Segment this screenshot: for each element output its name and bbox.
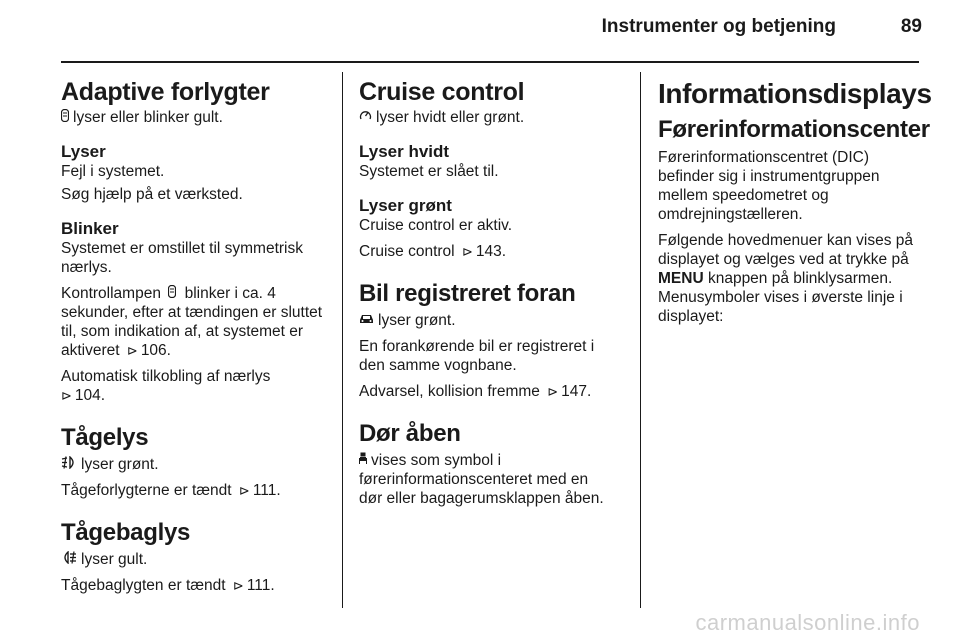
fog-light-icon — [61, 455, 77, 474]
paragraph-text: blinker i ca. 4 sekunder, efter at tændingen er sluttet til, som indikation af, at systemet er aktiveret — [61, 285, 323, 359]
page-reference-icon: ⊳ — [461, 244, 473, 259]
subheading: Lyser grønt — [359, 196, 452, 215]
section-heading: Tågelys — [61, 424, 149, 451]
paragraph-text: Cruise control — [359, 243, 455, 260]
page-reference-icon: ⊳ — [547, 384, 559, 399]
paragraph-text: Automatisk tilkobling af nærlys — [61, 368, 271, 385]
section-heading: Bil registreret foran — [359, 280, 576, 307]
page-reference-icon: ⊳ — [238, 483, 250, 498]
paragraph: Fejl i systemet. — [61, 163, 165, 180]
page-reference[interactable]: 143. — [475, 243, 507, 260]
page-number: 89 — [900, 16, 922, 37]
status-text: lyser grønt. — [378, 312, 456, 329]
rear-fog-light-icon — [61, 550, 77, 569]
page-reference[interactable]: 111. — [252, 482, 281, 499]
section-heading: Førerinformationscenter — [658, 116, 930, 143]
paragraph — [61, 367, 326, 405]
page-header-title: Instrumenter og betjening — [601, 16, 836, 37]
adaptive-headlight-icon — [168, 284, 176, 303]
cruise-control-icon — [359, 108, 372, 127]
paragraph: Førerinformationscentret (DIC) befinder sig i instrumentgruppen mellem speedometret og omdrejningstælleren. — [658, 149, 880, 223]
status-text: lyser hvidt eller grønt. — [376, 109, 525, 126]
paragraph-text: knappen på blinklysarmen. Menusymboler vises i øverste linje i displayet: — [658, 270, 903, 325]
adaptive-headlight-icon — [61, 108, 69, 127]
paragraph — [658, 231, 926, 326]
chapter-heading: Informationsdisplays — [658, 78, 932, 109]
paragraph: Systemet er slået til. — [359, 163, 499, 180]
paragraph-text: Kontrollampen — [61, 285, 161, 302]
vehicle-ahead-icon — [359, 311, 374, 330]
status-text: lyser grønt. — [81, 456, 159, 473]
page-reference[interactable]: 104. — [74, 387, 106, 404]
section-heading: Cruise control — [359, 78, 525, 106]
page-reference-icon: ⊳ — [232, 578, 244, 593]
section-heading: Adaptive forlygter — [61, 78, 270, 106]
page-reference-icon: ⊳ — [126, 343, 138, 358]
section-heading: Dør åben — [359, 420, 461, 447]
column-2 — [359, 78, 609, 515]
page-reference-icon: ⊳ — [61, 388, 72, 403]
subheading: Blinker — [61, 219, 119, 238]
paragraph-text: Tågebaglygten er tændt — [61, 577, 226, 594]
paragraph — [61, 284, 326, 360]
page-reference[interactable]: 147. — [561, 383, 592, 400]
column-1 — [61, 78, 326, 602]
page-reference[interactable]: 106. — [140, 342, 171, 359]
section-heading: Tågebaglys — [61, 519, 191, 546]
status-text: lyser eller blinker gult. — [73, 109, 223, 126]
paragraph-text: Advarsel, kollision fremme — [359, 383, 540, 400]
header-rule — [61, 61, 919, 63]
page-reference[interactable]: 111. — [246, 577, 275, 594]
paragraph: Søg hjælp på et værksted. — [61, 186, 243, 203]
column-3 — [658, 78, 932, 333]
watermark: carmanualsonline.info — [695, 610, 920, 635]
paragraph: Cruise control er aktiv. — [359, 217, 513, 234]
column-divider — [640, 72, 641, 608]
menu-button-label: MENU — [658, 270, 704, 287]
paragraph: En forankørende bil er registreret i den samme vognbane. — [359, 338, 595, 374]
paragraph: Systemet er omstillet til symmetrisk nærlys. — [61, 240, 304, 276]
status-text: lyser gult. — [81, 551, 148, 568]
paragraph-text: Tågeforlygterne er tændt — [61, 482, 232, 499]
paragraph-text: Følgende hovedmenuer kan vises på displayet og vælges ved at trykke på — [658, 232, 914, 268]
column-divider — [342, 72, 343, 608]
paragraph-text: vises som symbol i førerinformationscenteret med en dør eller bagagerumsklappen åben. — [359, 452, 604, 507]
door-open-icon — [359, 451, 367, 470]
subheading: Lyser hvidt — [359, 142, 450, 161]
subheading: Lyser — [61, 142, 106, 161]
